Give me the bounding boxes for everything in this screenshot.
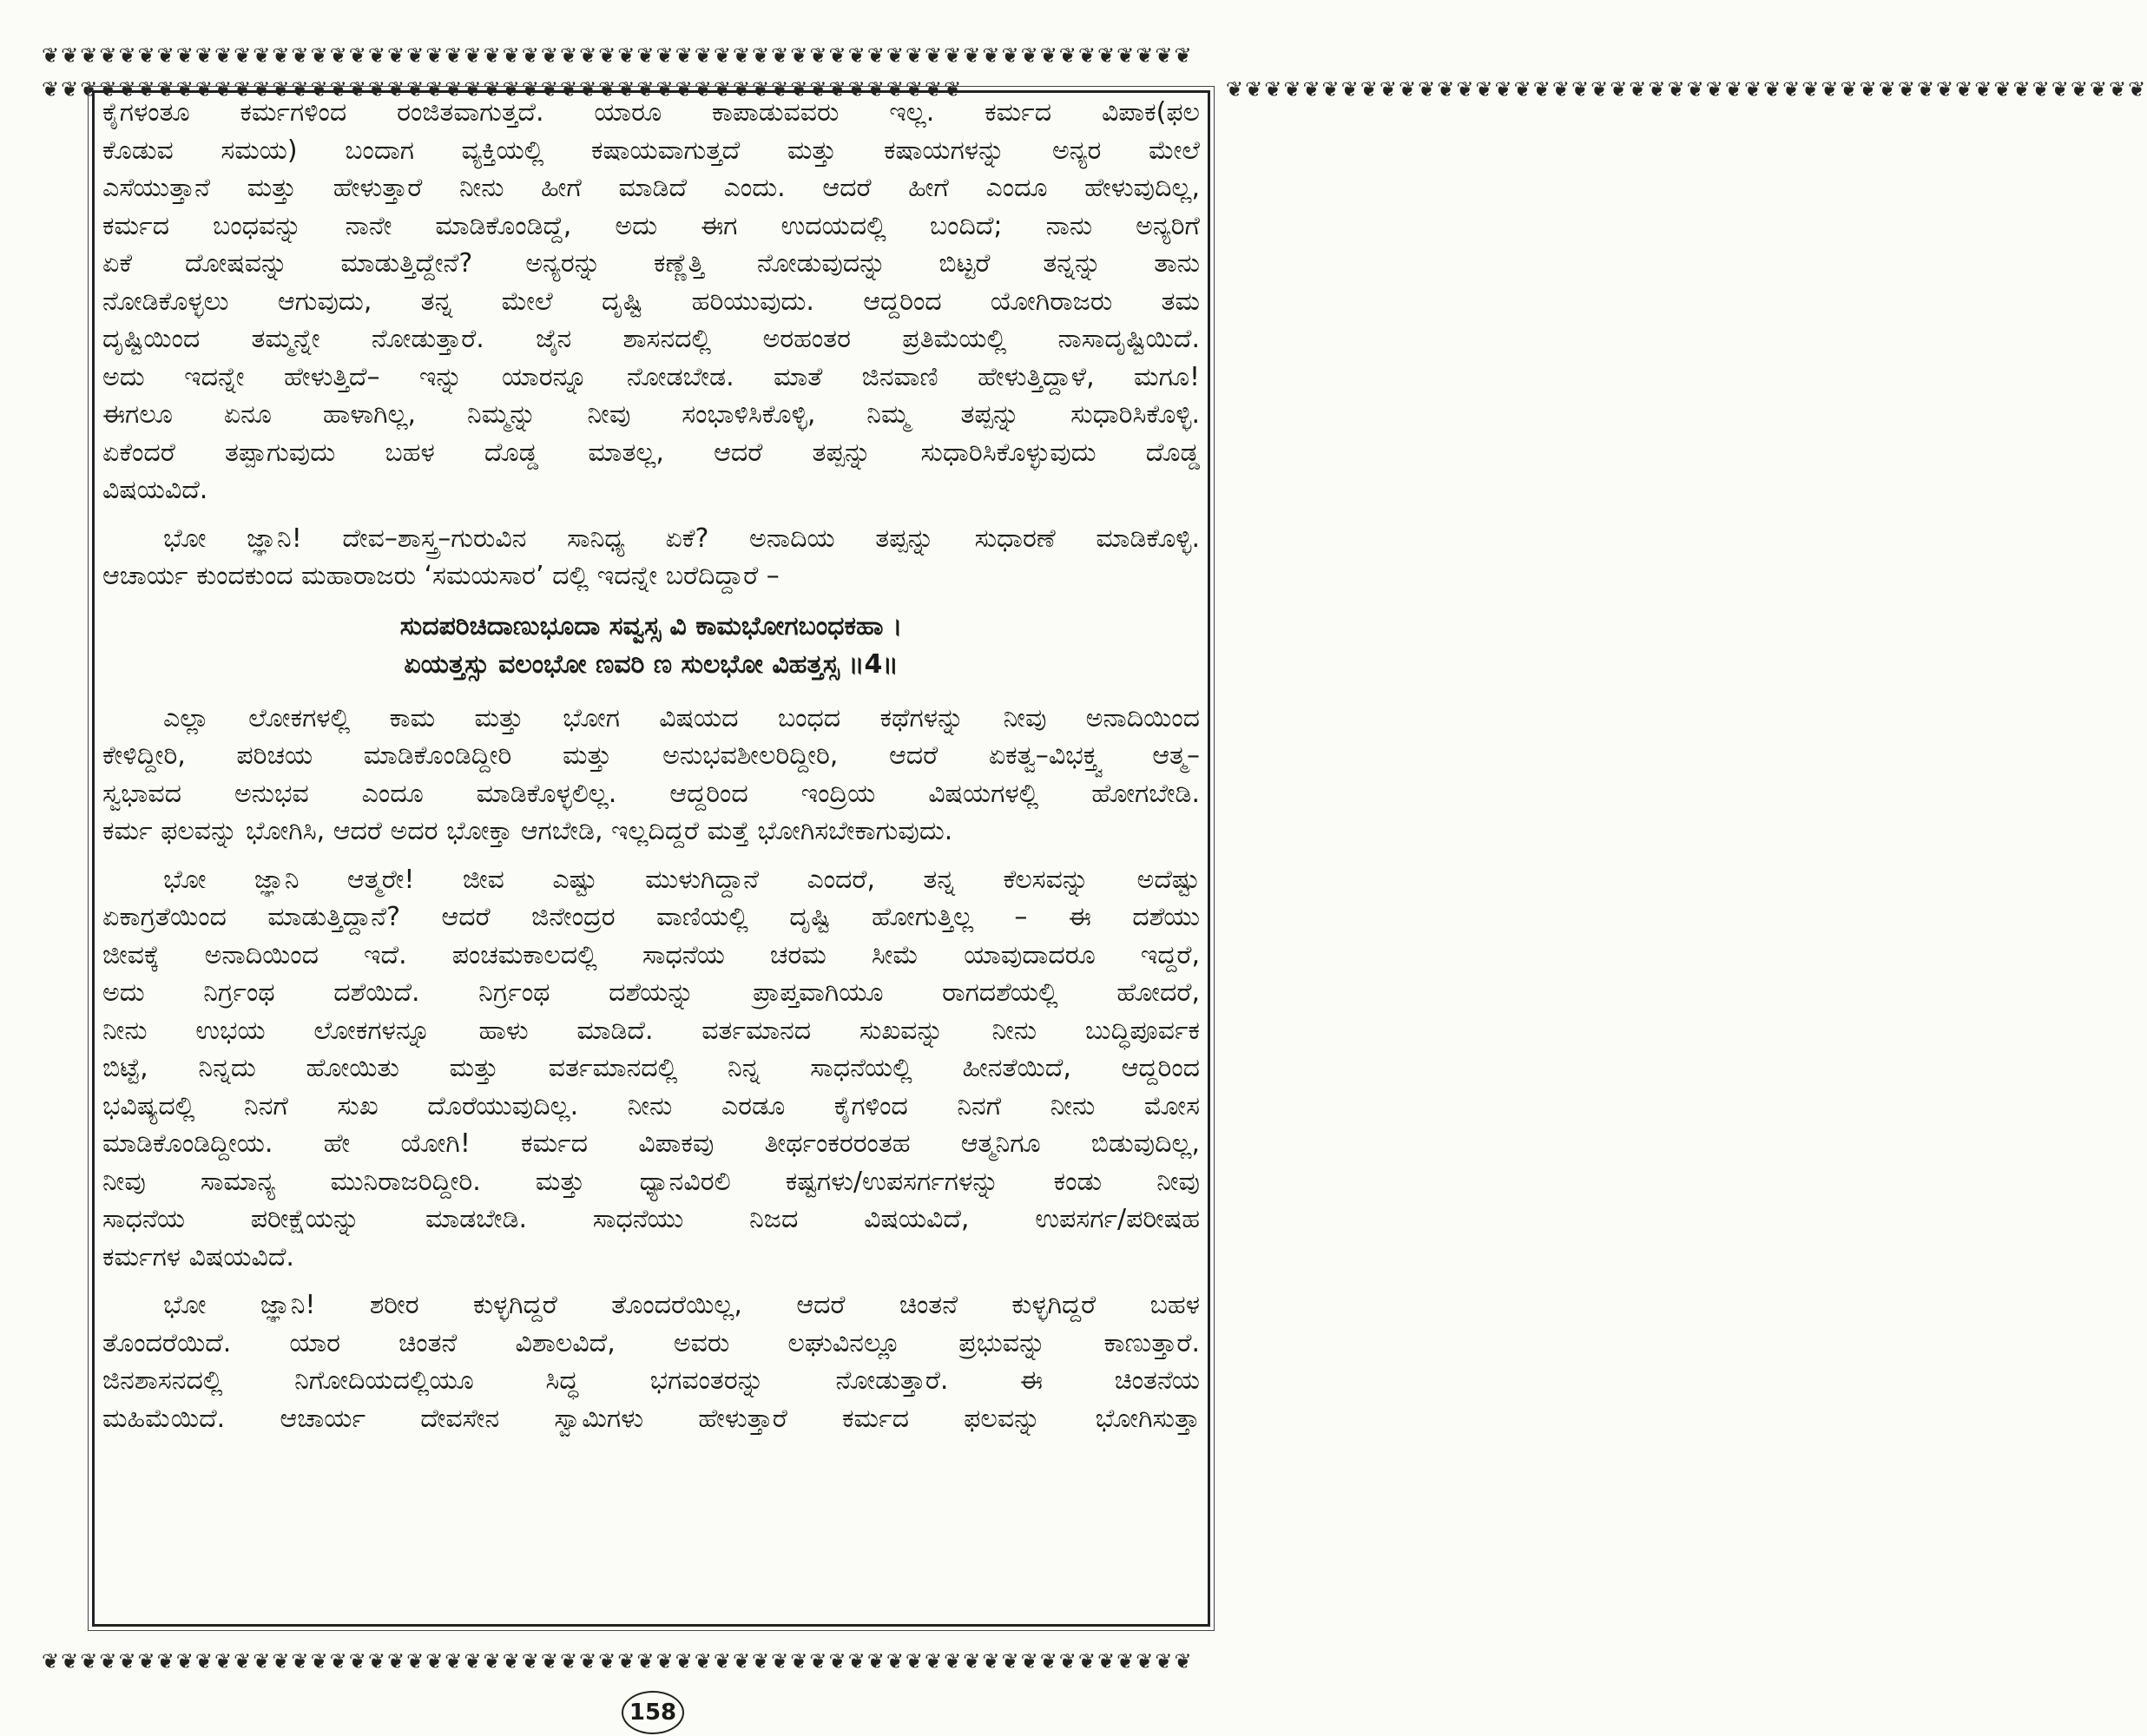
text-line: ತೊಂದರೆಯಿದೆ. ಯಾರ ಚಿಂತನೆ ವಿಶಾಲವಿದೆ, ಅವರು ಲಘುವಿನಲ್ಲೂ ಪ್ರಭುವನ್ನು ಕಾಣುತ್ತಾರೆ. <box>102 1327 1200 1358</box>
text-line: ಭೋ ಜ್ಞಾನಿ! ಶರೀರ ಕುಳ್ಳಗಿದ್ದರೆ ತೊಂದರೆಯಿಲ್ಲ, ಆದರೆ ಚಿಂತನೆ ಕುಳ್ಳಗಿದ್ದರೆ ಬಹಳ <box>163 1290 1200 1320</box>
text-line: ವಿಷಯವಿದೆ. <box>102 475 208 505</box>
text-line: ಭೋ ಜ್ಞಾನಿ! ದೇವ–ಶಾಸ್ತ್ರ–ಗುರುವಿನ ಸಾನಿಧ್ಯ ಏಕೆ? ಅನಾದಿಯ ತಪ್ಪನ್ನು ಸುಧಾರಣೆ ಮಾಡಿಕೊಳ್ಳಿ. <box>163 523 1200 554</box>
paragraph-3 <box>102 700 1200 851</box>
border-right-ornament: ❦❦❦❦❦❦❦❦❦❦❦❦❦❦❦❦❦❦❦❦❦❦❦❦❦❦❦❦❦❦❦❦❦❦❦❦❦❦❦❦❦❦❦❦❦❦❦❦ <box>1226 77 2147 102</box>
text-line: ನೀನು ಉಭಯ ಲೋಕಗಳನ್ನೂ ಹಾಳು ಮಾಡಿದೆ. ವರ್ತಮಾನದ ಸುಖವನ್ನು ನೀನು ಬುದ್ಧಿಪೂರ್ವಕ <box>102 1015 1200 1046</box>
text-line: ಮಾಡಿಕೊಂಡಿದ್ದೀಯ. ಹೇ ಯೋಗಿ! ಕರ್ಮದ ವಿಪಾಕವು ತೀರ್ಥಂಕರರಂತಹ ಆತ್ಮನಿಗೂ ಬಿಡುವುದಿಲ್ಲ, <box>102 1128 1200 1159</box>
text-line: ಭವಿಷ್ಯದಲ್ಲಿ ನಿನಗೆ ಸುಖ ದೊರೆಯುವುದಿಲ್ಲ. ನೀನು ಎರಡೂ ಕೈಗಳಿಂದ ನಿನಗೆ ನೀನು ಮೋಸ <box>102 1090 1200 1121</box>
text-line: ಏಕೆ ದೋಷವನ್ನು ಮಾಡುತ್ತಿದ್ದೇನೆ? ಅನ್ಯರನ್ನು ಕಣ್ಣೆತ್ತಿ ನೋಡುವುದನ್ನು ಬಿಟ್ಟರೆ ತನ್ನನ್ನು ತಾನು <box>102 248 1200 279</box>
page-body <box>102 94 1200 1448</box>
text-line: ಬಿಟ್ಟೆ, ನಿನ್ನದು ಹೋಯಿತು ಮತ್ತು ವರ್ತಮಾನದಲ್ಲಿ ನಿನ್ನ ಸಾಧನೆಯಲ್ಲಿ ಹೀನತೆಯಿದೆ, ಆದ್ದರಿಂದ <box>102 1053 1200 1083</box>
text-line: ಏಕಾಗ್ರತೆಯಿಂದ ಮಾಡುತ್ತಿದ್ದಾನೆ? ಆದರೆ ಜಿನೇಂದ್ರರ ವಾಣಿಯಲ್ಲಿ ದೃಷ್ಟಿ ಹೋಗುತ್ತಿಲ್ಲ – ಈ ದಶೆಯು <box>102 902 1200 932</box>
text-line: ಮಹಿಮೆಯಿದೆ. ಆಚಾರ್ಯ ದೇವಸೇನ ಸ್ವಾಮಿಗಳು ಹೇಳುತ್ತಾರೆ ಕರ್ಮದ ಫಲವನ್ನು ಭೋಗಿಸುತ್ತಾ <box>102 1403 1200 1434</box>
text-line: ಕೇಳಿದ್ದೀರಿ, ಪರಿಚಯ ಮಾಡಿಕೊಂಡಿದ್ದೀರಿ ಮತ್ತು ಅನುಭವಶೀಲರಿದ್ದೀರಿ, ಆದರೆ ಏಕತ್ವ–ವಿಭಕ್ತ್ವ ಆತ್ಮ– <box>102 740 1200 771</box>
paragraph-5 <box>102 1286 1200 1437</box>
text-line: ಕರ್ಮದ ಬಂಧವನ್ನು ನಾನೇ ಮಾಡಿಕೊಂಡಿದ್ದೆ, ಅದು ಈಗ ಉದಯದಲ್ಲಿ ಬಂದಿದೆ; ನಾನು ಅನ್ಯರಿಗೆ <box>102 210 1200 241</box>
verse-block <box>102 608 1200 684</box>
text-line: ಭೋ ಜ್ಞಾನಿ ಆತ್ಮರೇ! ಜೀವ ಎಷ್ಟು ಮುಳುಗಿದ್ದಾನೆ ಎಂದರೆ, ತನ್ನ ಕೆಲಸವನ್ನು ಅದೆಷ್ಟು <box>163 864 1200 895</box>
border-top-ornament: ❦❦❦❦❦❦❦❦❦❦❦❦❦❦❦❦❦❦❦❦❦❦❦❦❦❦❦❦❦❦❦❦❦❦❦❦❦❦❦❦❦❦❦❦❦❦❦❦❦❦❦❦❦❦❦❦❦❦❦❦ <box>42 43 1194 68</box>
page-number: 158 <box>622 1691 684 1734</box>
paragraph-4 <box>102 861 1200 1277</box>
text-line: ಜೀವಕ್ಕೆ ಅನಾದಿಯಿಂದ ಇದೆ. ಪಂಚಮಕಾಲದಲ್ಲಿ ಸಾಧನೆಯ ಚರಮ ಸೀಮೆ ಯಾವುದಾದರೂ ಇದ್ದರೆ, <box>102 939 1200 970</box>
text-line: ಅದು ಇದನ್ನೇ ಹೇಳುತ್ತಿದೆ– ಇನ್ನು ಯಾರನ್ನೂ ನೋಡಬೇಡ. ಮಾತೆ ಜಿನವಾಣಿ ಹೇಳುತ್ತಿದ್ದಾಳೆ, ಮಗೂ! <box>102 361 1200 392</box>
text-line: ಸಾಧನೆಯ ಪರೀಕ್ಷೆಯನ್ನು ಮಾಡಬೇಡಿ. ಸಾಧನೆಯು ನಿಜದ ವಿಷಯವಿದೆ, ಉಪಸರ್ಗ/ಪರೀಷಹ <box>102 1204 1200 1234</box>
text-line: ಸ್ವಭಾವದ ಅನುಭವ ಎಂದೂ ಮಾಡಿಕೊಳ್ಳಲಿಲ್ಲ. ಆದ್ದರಿಂದ ಇಂದ್ರಿಯ ವಿಷಯಗಳಲ್ಲಿ ಹೋಗಬೇಡಿ. <box>102 778 1200 809</box>
text-line: ಆಚಾರ್ಯ ಕುಂದಕುಂದ ಮಹಾರಾಜರು ‘ಸಮಯಸಾರ’ ದಲ್ಲಿ ಇದನ್ನೇ ಬರೆದಿದ್ದಾರೆ – <box>102 561 780 591</box>
border-bottom-ornament: ❦❦❦❦❦❦❦❦❦❦❦❦❦❦❦❦❦❦❦❦❦❦❦❦❦❦❦❦❦❦❦❦❦❦❦❦❦❦❦❦❦❦❦❦❦❦❦❦❦❦❦❦❦❦❦❦❦❦❦❦ <box>42 1649 1194 1674</box>
paragraph-2 <box>102 520 1200 595</box>
text-line: ಕೈಗಳಂತೂ ಕರ್ಮಗಳಿಂದ ರಂಜಿತವಾಗುತ್ತದೆ. ಯಾರೂ ಕಾಪಾಡುವವರು ಇಲ್ಲ. ಕರ್ಮದ ವಿಪಾಕ(ಫಲ <box>102 97 1200 128</box>
text-line: ಕೊಡುವ ಸಮಯ) ಬಂದಾಗ ವ್ಯಕ್ತಿಯಲ್ಲಿ ಕಷಾಯವಾಗುತ್ತದೆ ಮತ್ತು ಕಷಾಯಗಳನ್ನು ಅನ್ಯರ ಮೇಲೆ <box>102 135 1200 166</box>
verse-line: ಸುದಪರಿಚಿದಾಣುಭೂದಾ ಸವ್ವಸ್ಸ ವಿ ಕಾಮಭೋಗಬಂಧಕಹಾ । <box>399 610 903 641</box>
text-line: ಎಸೆಯುತ್ತಾನೆ ಮತ್ತು ಹೇಳುತ್ತಾರೆ ನೀನು ಹೀಗೆ ಮಾಡಿದೆ ಎಂದು. ಆದರೆ ಹೀಗೆ ಎಂದೂ ಹೇಳುವುದಿಲ್ಲ, <box>102 173 1200 203</box>
paragraph-1 <box>102 94 1200 510</box>
text-line: ಜಿನಶಾಸನದಲ್ಲಿ ನಿಗೋದಿಯದಲ್ಲಿಯೂ ಸಿದ್ಧ ಭಗವಂತರನ್ನು ನೋಡುತ್ತಾರೆ. ಈ ಚಿಂತನೆಯ <box>102 1365 1200 1396</box>
border-left-ornament: ❦❦❦❦❦❦❦❦❦❦❦❦❦❦❦❦❦❦❦❦❦❦❦❦❦❦❦❦❦❦❦❦❦❦❦❦❦❦❦❦❦❦❦❦❦❦❦❦ <box>42 77 964 102</box>
text-line: ಅದು ನಿರ್ಗ್ರಂಥ ದಶೆಯಿದೆ. ನಿರ್ಗ್ರಂಥ ದಶೆಯನ್ನು ಪ್ರಾಪ್ತವಾಗಿಯೂ ರಾಗದಶೆಯಲ್ಲಿ ಹೋದರೆ, <box>102 977 1200 1008</box>
text-line: ಈಗಲೂ ಏನೂ ಹಾಳಾಗಿಲ್ಲ, ನಿಮ್ಮನ್ನು ನೀವು ಸಂಭಾಳಿಸಿಕೊಳ್ಳಿ, ನಿಮ್ಮ ತಪ್ಪನ್ನು ಸುಧಾರಿಸಿಕೊಳ್ಳಿ. <box>102 399 1200 430</box>
text-line: ಎಲ್ಲಾ ಲೋಕಗಳಲ್ಲಿ ಕಾಮ ಮತ್ತು ಭೋಗ ವಿಷಯದ ಬಂಧದ ಕಥೆಗಳನ್ನು ನೀವು ಅನಾದಿಯಿಂದ <box>163 702 1200 733</box>
verse-line: ಏಯತ್ತಸ್ಸು ವಲಂಭೋ ಣವರಿ ಣ ಸುಲಭೋ ವಿಹತ್ತಸ್ಸ ॥4॥ <box>404 648 899 680</box>
text-line: ದೃಷ್ಟಿಯಿಂದ ತಮ್ಮನ್ನೇ ನೋಡುತ್ತಾರೆ. ಜೈನ ಶಾಸನದಲ್ಲಿ ಅರಹಂತರ ಪ್ರತಿಮೆಯಲ್ಲಿ ನಾಸಾದೃಷ್ಟಿಯಿದೆ. <box>102 324 1200 354</box>
text-line: ಕರ್ಮ ಫಲವನ್ನು ಭೋಗಿಸಿ, ಆದರೆ ಅದರ ಭೋಕ್ತಾ ಆಗಬೇಡಿ, ಇಲ್ಲದಿದ್ದರೆ ಮತ್ತೆ ಭೋಗಿಸಬೇಕಾಗುವುದು. <box>102 816 953 846</box>
text-line: ನೋಡಿಕೊಳ್ಳಲು ಆಗುವುದು, ತನ್ನ ಮೇಲೆ ದೃಷ್ಟಿ ಹರಿಯುವುದು. ಆದ್ದರಿಂದ ಯೋಗಿರಾಜರು ತಮ <box>102 286 1200 317</box>
text-line: ಏಕೆಂದರೆ ತಪ್ಪಾಗುವುದು ಬಹಳ ದೊಡ್ಡ ಮಾತಲ್ಲ, ಆದರೆ ತಪ್ಪನ್ನು ಸುಧಾರಿಸಿಕೊಳ್ಳುವುದು ದೊಡ್ಡ <box>102 437 1200 468</box>
text-line: ಕರ್ಮಗಳ ವಿಷಯವಿದೆ. <box>102 1241 294 1272</box>
text-line: ನೀವು ಸಾಮಾನ್ಯ ಮುನಿರಾಜರಿದ್ದೀರಿ. ಮತ್ತು ಧ್ಯಾನವಿರಲಿ ಕಷ್ಟಗಳು/ಉಪಸರ್ಗಗಳನ್ನು ಕಂಡು ನೀವು <box>102 1166 1200 1197</box>
